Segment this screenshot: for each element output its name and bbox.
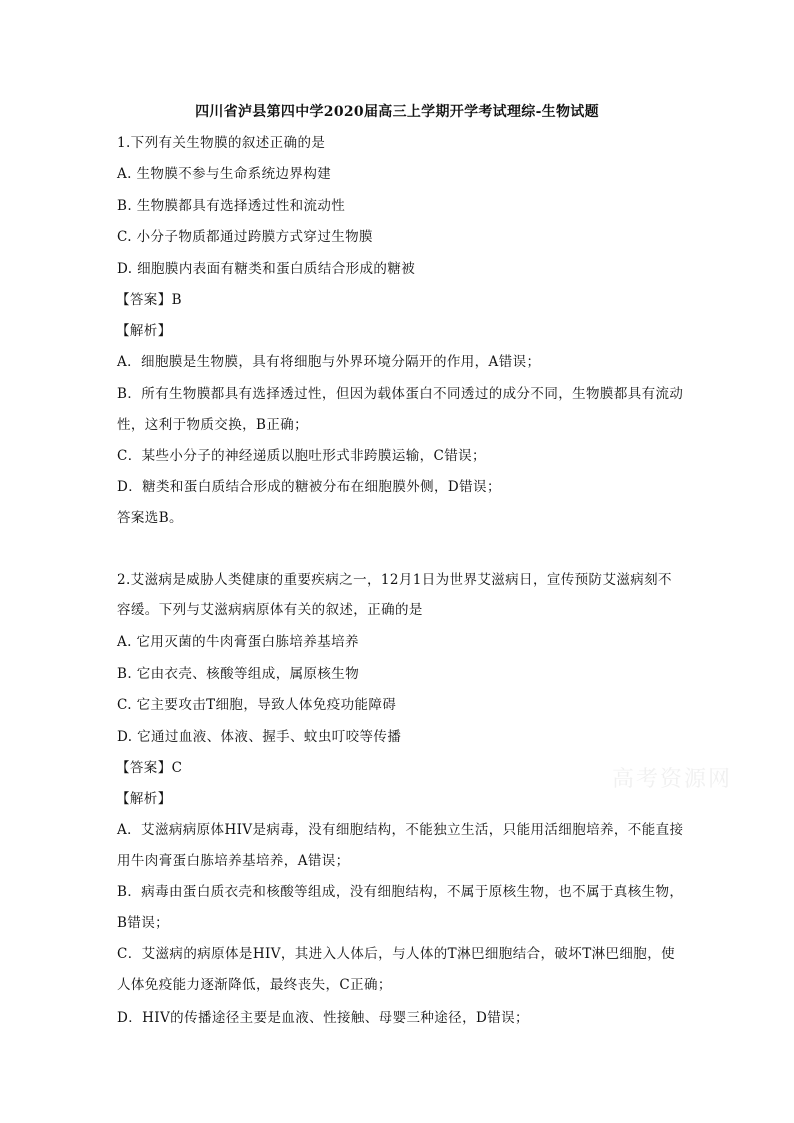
question-2-option-a: A. 它用灭菌的牛肉膏蛋白胨培养基培养	[117, 634, 359, 650]
question-2-analysis-line: 用牛肉膏蛋白胨培养基培养，A错误；	[117, 853, 350, 869]
document-title: 四川省泸县第四中学2020届高三上学期开学考试理综-生物试题	[195, 104, 599, 120]
question-2-analysis-line: 人体免疫能力逐渐降低，最终丧失，C正确；	[117, 977, 392, 993]
question-1-stem: 1.下列有关生物膜的叙述正确的是	[117, 135, 326, 151]
question-1-analysis-line: A．细胞膜是生物膜，具有将细胞与外界环境分隔开的作用，A错误；	[117, 354, 541, 370]
question-1-option-b: B. 生物膜都具有选择透过性和流动性	[117, 198, 346, 214]
question-1-analysis-line: B．所有生物膜都具有选择透过性，但因为载体蛋白不同透过的成分不同，生物膜都具有流动	[117, 386, 684, 402]
question-1-analysis-label: 【解析】	[116, 323, 172, 339]
question-1-option-d: D. 细胞膜内表面有糖类和蛋白质结合形成的糖被	[117, 261, 416, 277]
question-2-analysis-line: C．艾滋病的病原体是HIV，其进入人体后，与人体的T淋巴细胞结合，破坏T淋巴细胞，使	[117, 946, 675, 962]
question-2-analysis-line: A．艾滋病病原体HIV是病毒，没有细胞结构，不能独立生活，只能用活细胞培养，不能直接	[117, 822, 684, 838]
question-2-stem-line: 容缓。下列与艾滋病病原体有关的叙述，正确的是	[117, 602, 423, 618]
question-2-option-b: B. 它由衣壳、核酸等组成，属原核生物	[117, 666, 360, 682]
question-1-analysis-line: D．糖类和蛋白质结合形成的糖被分布在细胞膜外侧，D错误；	[117, 479, 501, 495]
question-1-conclusion: 答案选B。	[117, 510, 183, 526]
question-1-analysis-line: 性，这利于物质交换，B正确；	[117, 417, 309, 433]
question-2-analysis-label: 【解析】	[116, 791, 172, 807]
question-2-analysis-line: B．病毒由蛋白质衣壳和核酸等组成，没有细胞结构，不属于原核生物，也不属于真核生物，	[117, 884, 684, 900]
question-1-analysis-line: C．某些小分子的神经递质以胞吐形式非跨膜运输，C错误；	[117, 448, 486, 464]
watermark: 高考资源网	[612, 767, 733, 792]
question-2-option-c: C. 它主要攻击T细胞，导致人体免疫功能障碍	[117, 697, 397, 713]
question-1-answer: 【答案】B	[116, 292, 182, 308]
question-1-option-c: C. 小分子物质都通过跨膜方式穿过生物膜	[117, 229, 373, 245]
question-2-analysis-line: D．HIV的传播途径主要是血液、性接触、母婴三种途径，D错误；	[117, 1010, 529, 1026]
question-2-option-d: D. 它通过血液、体液、握手、蚊虫叮咬等传播	[117, 729, 402, 745]
question-1-option-a: A. 生物膜不参与生命系统边界构建	[117, 166, 332, 182]
question-2-stem-line: 2.艾滋病是威胁人类健康的重要疾病之一，12月1日为世界艾滋病日，宣传预防艾滋病刻不	[117, 572, 672, 588]
question-2-analysis-line: B错误；	[117, 915, 170, 931]
question-2-answer: 【答案】C	[116, 760, 183, 776]
